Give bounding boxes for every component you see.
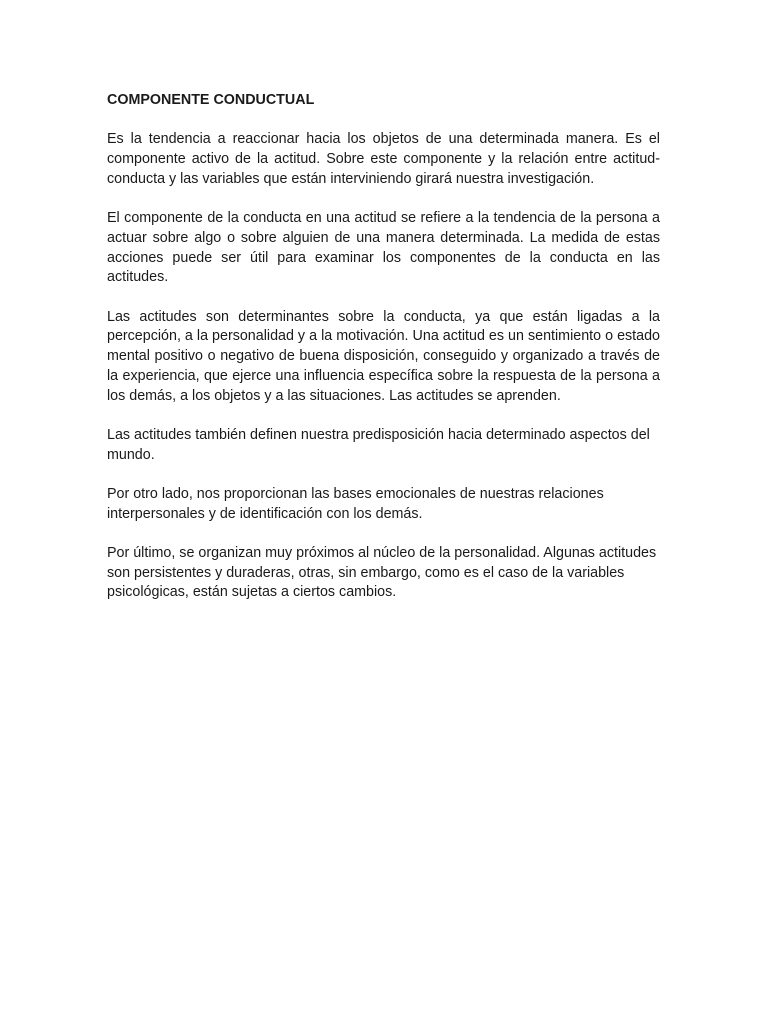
paragraph-6: Por último, se organizan muy próximos al núcleo de la personalidad. Algunas actitudes son persistentes y duraderas, otras, sin embargo, como es el caso de la variables psicológicas, están sujetas a ciertos cambios. [107,545,657,601]
paragraph-4: Las actitudes también definen nuestra predisposición hacia determinado aspectos del mundo. [107,426,650,463]
document-body [107,91,660,623]
paragraph-2: El componente de la conducta en una actitud se refiere a la tendencia de la persona a actuar sobre algo o sobre alguien de una manera determinada. La medida de estas acciones puede ser útil para examinar los componentes de la conducta en las actitudes. [107,210,660,286]
paragraph-3: Las actitudes son determinantes sobre la conducta, ya que están ligadas a la percepción, a la personalidad y a la motivación. Una actitud es un sentimiento o estado mental positivo o negativo de buena disposición, conseguido y organizado a través de la experiencia, que ejerce una influencia específica sobre la respuesta de la persona a los demás, a los objetos y a las situaciones. Las actitudes se aprenden. [107,308,660,404]
paragraph-1: Es la tendencia a reaccionar hacia los objetos de una determinada manera. Es el componente activo de la actitud. Sobre este componente y la relación entre actitud-conducta y las variables que están interviniendo girará nuestra investigación. [107,131,660,187]
document-title: COMPONENTE CONDUCTUAL [107,92,315,108]
paragraph-5: Por otro lado, nos proporcionan las bases emocionales de nuestras relaciones interpersonales y de identificación con los demás. [107,485,604,522]
